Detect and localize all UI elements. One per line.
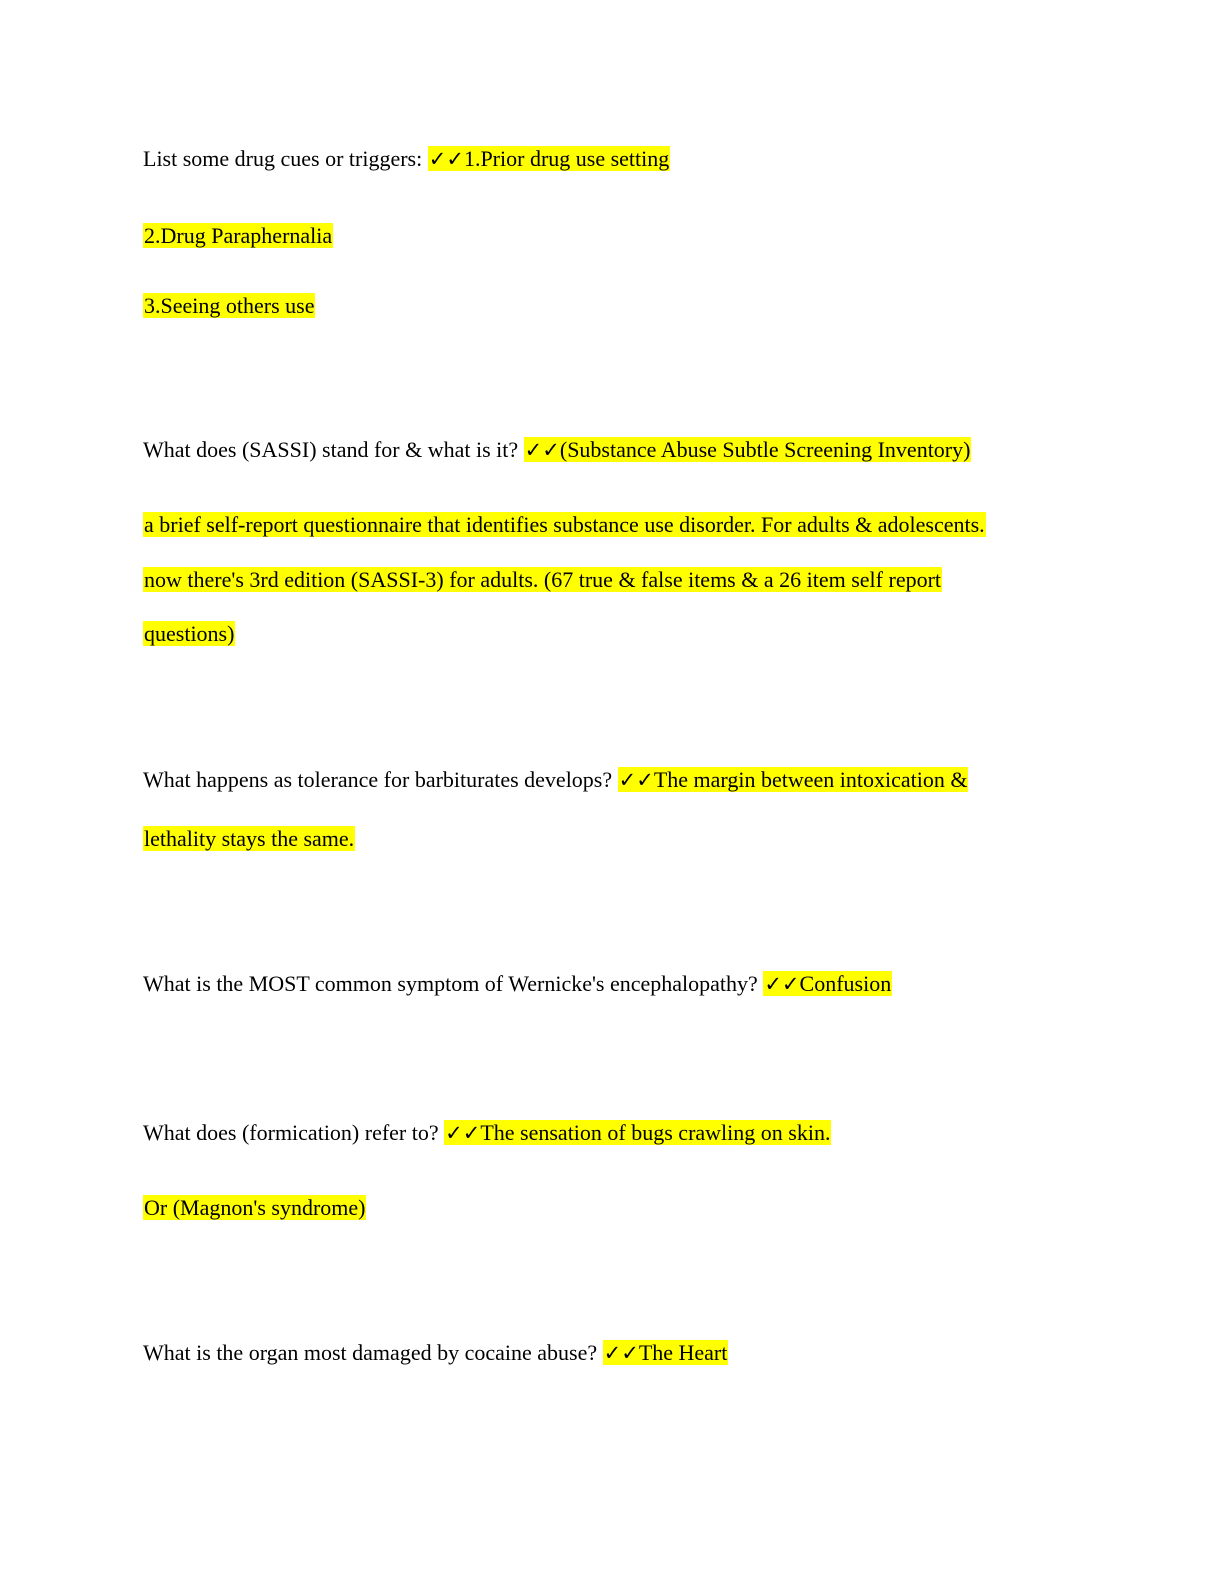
answer-line-2-3	[143, 564, 942, 596]
answer-continuation: questions)	[144, 621, 235, 646]
answer-line-2-2	[143, 509, 986, 541]
question-line-1	[143, 143, 670, 175]
question-text-6: What is the organ most damaged by cocaine abuse?	[143, 1340, 598, 1365]
answer-text-2: (Substance Abuse Subtle Screening Inventory)	[559, 437, 971, 462]
answer-line-3-2	[143, 823, 355, 855]
answer-highlight-5	[444, 1120, 831, 1145]
question-line-5	[143, 1117, 831, 1149]
question-text-5: What does (formication) refer to?	[143, 1120, 439, 1145]
question-text-2: What does (SASSI) stand for & what is it?	[143, 437, 519, 462]
checkmark-icon: ✓✓	[618, 768, 654, 792]
answer-text-3: The margin between intoxication &	[653, 767, 968, 792]
answer-text-4: Confusion	[799, 971, 892, 996]
question-line-2	[143, 434, 971, 466]
answer-highlight-6	[603, 1340, 729, 1365]
answer-text-1: 1.Prior drug use setting	[463, 146, 670, 171]
answer-line-2-4	[143, 618, 235, 650]
answer-line-5-2	[143, 1192, 366, 1224]
question-text-1: List some drug cues or triggers:	[143, 146, 423, 171]
answer-highlight-2	[524, 437, 972, 462]
question-text-4: What is the MOST common symptom of Wernicke's encephalopathy?	[143, 971, 758, 996]
answer-highlight-4	[763, 971, 892, 996]
answer-continuation: lethality stays the same.	[144, 826, 355, 851]
question-text-3: What happens as tolerance for barbiturates develops?	[143, 767, 613, 792]
answer-continuation: now there's 3rd edition (SASSI-3) for adults. (67 true & false items & a 26 item self report	[144, 567, 942, 592]
checkmark-icon: ✓✓	[524, 438, 560, 462]
checkmark-icon: ✓✓	[603, 1341, 639, 1365]
checkmark-icon: ✓✓	[764, 972, 800, 996]
answer-continuation: Or (Magnon's syndrome)	[144, 1195, 366, 1220]
question-line-6	[143, 1337, 728, 1369]
answer-text-6: The Heart	[638, 1340, 728, 1365]
answer-line-1-3	[143, 290, 315, 322]
checkmark-icon: ✓✓	[428, 147, 464, 171]
answer-continuation: 2.Drug Paraphernalia	[144, 223, 333, 248]
question-line-3	[143, 764, 968, 796]
question-line-4	[143, 968, 892, 1000]
answer-text-5: The sensation of bugs crawling on skin.	[480, 1120, 831, 1145]
answer-line-1-2	[143, 220, 333, 252]
checkmark-icon: ✓✓	[445, 1121, 481, 1145]
answer-highlight-1	[428, 146, 671, 171]
answer-continuation: a brief self-report questionnaire that identifies substance use disorder. For adults & adolescents.	[144, 512, 985, 537]
answer-highlight-3	[618, 767, 969, 792]
answer-continuation: 3.Seeing others use	[144, 293, 315, 318]
